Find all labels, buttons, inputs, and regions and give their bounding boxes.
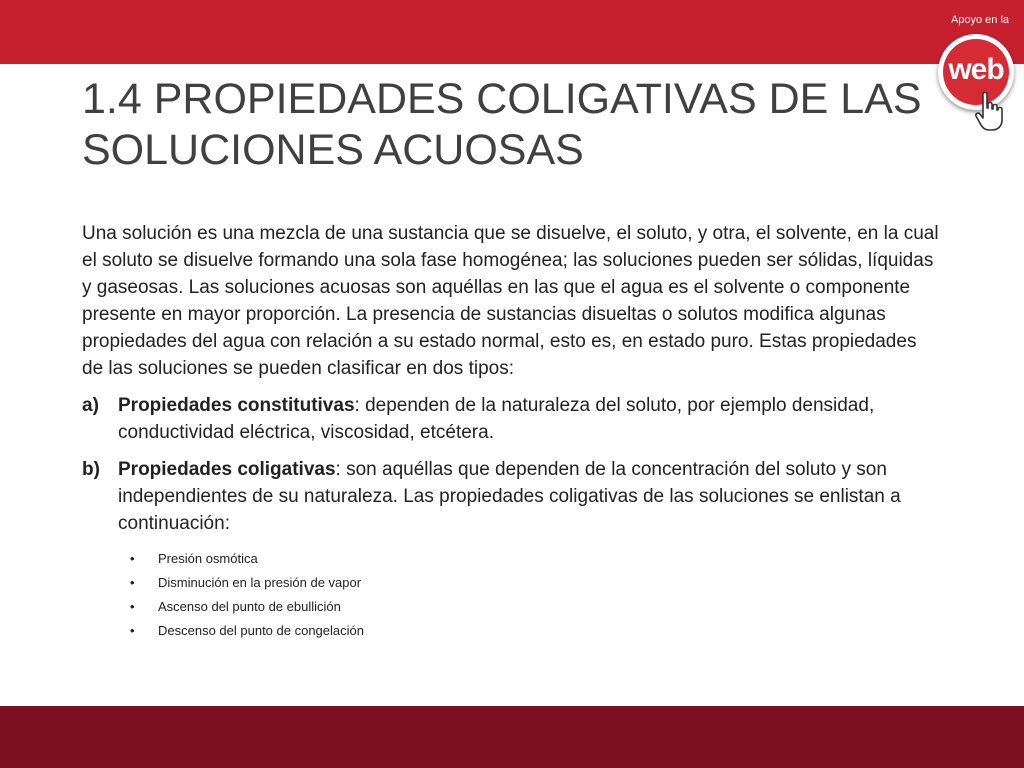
property-item-constitutive — [82, 392, 942, 446]
item-letter: a) — [82, 395, 99, 416]
intro-paragraph: Una solución es una mezcla de una sustancia que se disuelve, el soluto, y otra, el solvente, en la cual el soluto se disuelve formando una sola fase homogénea; las soluciones pueden ser sólidas, líquidas y gaseosas. Las soluciones acuosas son aquéllas en las que el agua es el solvente o componente presente en mayor proporción. La presencia de sustancias disueltas o solutos modifica algunas propiedades del agua con relación a su estado normal, esto es, en estado puro. Estas propiedades de las soluciones se pueden clasificar en dos tipos: — [82, 223, 939, 379]
top-banner — [0, 0, 1024, 64]
list-item — [82, 619, 942, 643]
logo-caption: Apoyo en la — [950, 14, 1010, 26]
item-term: Propiedades coligativas — [118, 459, 336, 480]
slide-title: 1.4 PROPIEDADES COLIGATIVAS DE LAS SOLUCIONES ACUOSAS — [82, 75, 922, 174]
item-text: : son aquéllas que dependen de la concentración del soluto y son independientes de su naturaleza. Las propiedades coligativas de las soluciones se enlistan a continuación: — [118, 459, 901, 534]
property-item-colligative — [82, 456, 942, 537]
list-item — [82, 571, 942, 595]
colligative-properties-list — [82, 547, 942, 643]
slide-body — [82, 220, 942, 643]
list-item — [82, 547, 942, 571]
apoyo-web-logo[interactable] — [930, 6, 1024, 136]
item-text: : dependen de la naturaleza del soluto, por ejemplo densidad, conductividad eléctrica, viscosidad, etcétera. — [118, 395, 875, 443]
list-item-text: Presión osmótica — [158, 551, 258, 566]
item-letter: b) — [82, 459, 100, 480]
bottom-banner — [0, 706, 1024, 768]
bullet-icon: • — [130, 623, 135, 638]
list-item-text: Disminución en la presión de vapor — [158, 575, 362, 590]
logo-word: web — [948, 53, 1004, 86]
bullet-icon: • — [130, 599, 135, 614]
list-item — [82, 595, 942, 619]
bullet-icon: • — [130, 551, 135, 566]
bullet-icon: • — [130, 575, 135, 590]
list-item-text: Ascenso del punto de ebullición — [158, 599, 341, 614]
item-term: Propiedades constitutivas — [118, 395, 355, 416]
list-item-text: Descenso del punto de congelación — [158, 623, 364, 638]
hand-cursor-icon — [974, 90, 1004, 132]
